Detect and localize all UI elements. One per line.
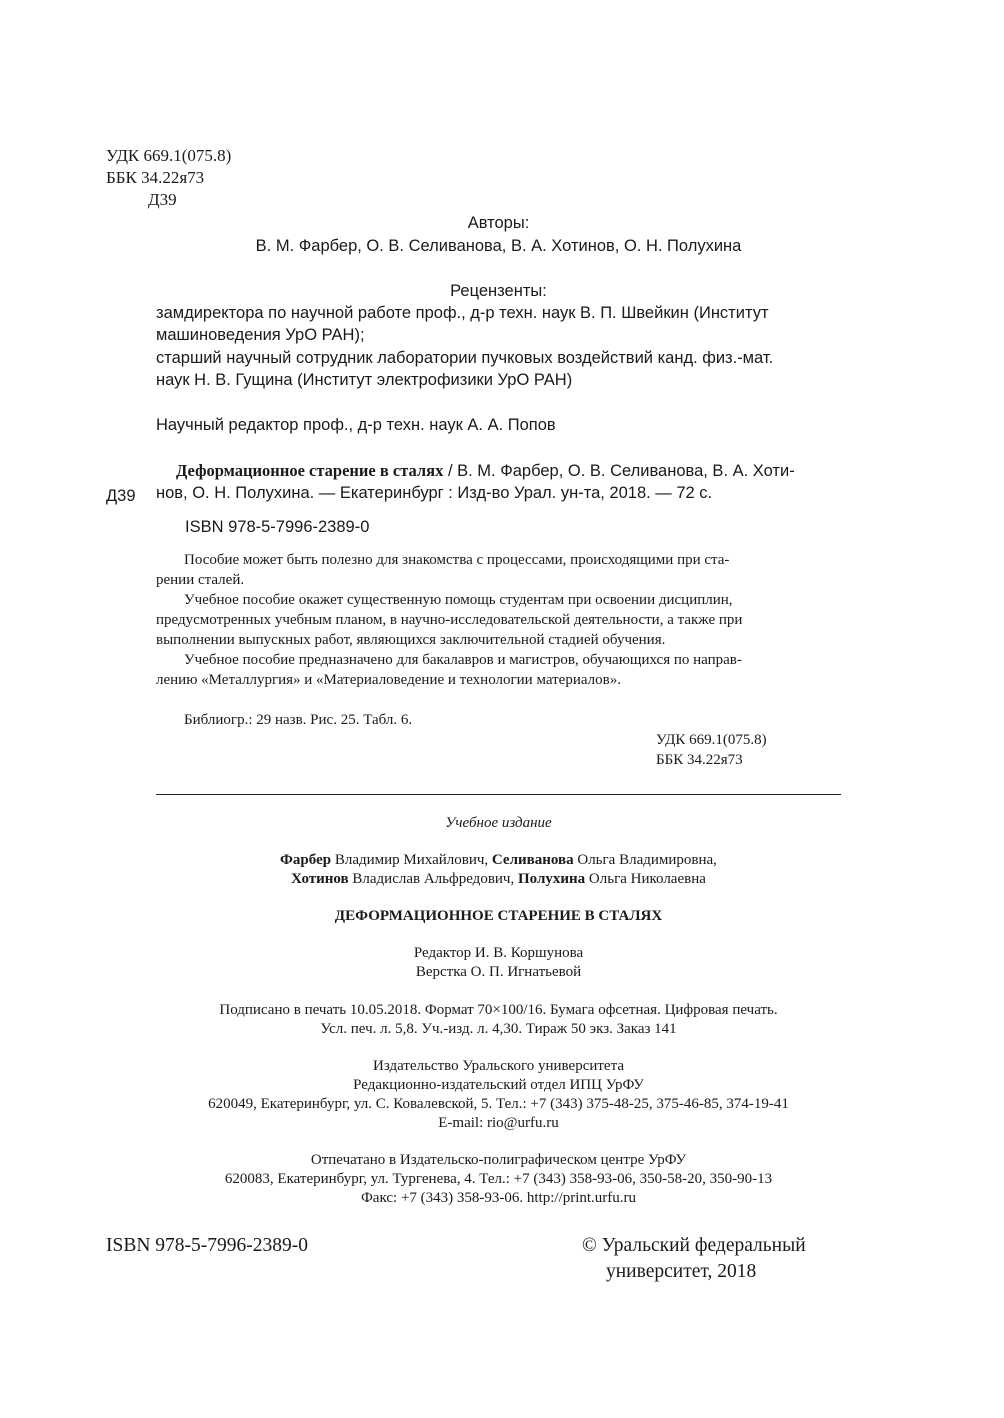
imprint-layout: Верстка О. П. Игнатьевой <box>415 964 582 980</box>
abstract-p2-line3: выполнении выпускных работ, являющихся заключительной стадией обучения. <box>156 632 666 648</box>
author-4-name: Ольга Николаевна <box>585 871 706 887</box>
publisher-dept: Редакционно-издательский отдел ИПЦ УрФУ <box>353 1077 644 1093</box>
divider <box>156 794 841 795</box>
bib-isbn: ISBN 978-5-7996-2389-0 <box>185 518 370 536</box>
printer-fax-url: Факс: +7 (343) 358-93-06. http://print.urfu.ru <box>360 1190 637 1206</box>
copyright-line1: © Уральский федеральный <box>582 1235 806 1256</box>
bbk-code: ББК 34.22я73 <box>106 168 205 187</box>
footer-isbn: ISBN 978-5-7996-2389-0 <box>106 1235 309 1256</box>
author-3-surname: Хотинов <box>291 871 349 887</box>
bib-margin-code: Д39 <box>106 487 136 505</box>
bibliography-stats: Библиогр.: 29 назв. Рис. 25. Табл. 6. <box>184 712 413 728</box>
udk-code: УДК 669.1(075.8) <box>106 146 232 165</box>
publisher-email: E-mail: rio@urfu.ru <box>438 1115 559 1131</box>
bib-record-line2: нов, О. Н. Полухина. — Екатеринбург : Изд-во Урал. ун-та, 2018. — 72 с. <box>156 484 713 502</box>
abstract-p2-line1: Учебное пособие окажет существенную помощь студентам при освоении дисциплин, <box>184 592 733 608</box>
authors-names: В. М. Фарбер, О. В. Селиванова, В. А. Хотинов, О. Н. Полухина <box>255 237 742 255</box>
bib-line1-rest: / В. М. Фарбер, О. В. Селиванова, В. А. Хоти- <box>443 462 795 480</box>
imprint-authors-line2 <box>156 869 841 889</box>
printer-name: Отпечатано в Издательско-полиграфическом центре УрФУ <box>310 1152 687 1168</box>
udk-code-bottom: УДК 669.1(075.8) <box>656 732 767 748</box>
reviewer-2-line2: наук Н. В. Гущина (Институт электрофизики УрО РАН) <box>156 371 573 389</box>
abstract-p1-line2: рении сталей. <box>156 572 245 588</box>
author-4-surname: Полухина <box>517 871 586 887</box>
abstract-p3-line2: лению «Металлургия» и «Материаловедение и технологии материалов». <box>156 672 621 688</box>
copyright-line2: университет, 2018 <box>606 1261 757 1282</box>
authors-label: Авторы: <box>467 214 530 232</box>
edition-type: Учебное издание <box>445 815 552 831</box>
printer-address: 620083, Екатеринбург, ул. Тургенева, 4. Тел.: +7 (343) 358-93-06, 350-58-20, 350-90-13 <box>224 1171 773 1187</box>
imprint-authors-line1 <box>156 850 841 870</box>
scientific-editor: Научный редактор проф., д-р техн. наук А. А. Попов <box>156 416 556 434</box>
author-1-name: Владимир Михайлович, <box>331 852 492 868</box>
abstract-p3-line1: Учебное пособие предназначено для бакалавров и магистров, обучающихся по направ- <box>184 652 742 668</box>
bbk-code-bottom: ББК 34.22я73 <box>656 752 743 768</box>
imprint-editor: Редактор И. В. Коршунова <box>413 945 584 961</box>
bib-title: Деформационное старение в сталях <box>176 461 444 480</box>
author-1-surname: Фарбер <box>280 852 332 868</box>
author-2-name: Ольга Владимировна, <box>573 852 717 868</box>
reviewer-2-line1: старший научный сотрудник лаборатории пучковых воздействий канд. физ.-мат. <box>156 349 774 367</box>
reviewer-1-line1: замдиректора по научной работе проф., д-р техн. наук В. П. Швейкин (Институт <box>156 304 769 322</box>
publisher-name: Издательство Уральского университета <box>372 1058 624 1074</box>
abstract-p2-line2: предусмотренных учебным планом, в научно-исследовательской деятельности, а также при <box>156 612 743 628</box>
bib-record-line1 <box>176 460 795 482</box>
reviewer-1-line2: машиноведения УрО РАН); <box>156 326 365 344</box>
print-details-line1: Подписано в печать 10.05.2018. Формат 70×100/16. Бумага офсетная. Цифровая печать. <box>219 1002 778 1018</box>
publisher-address: 620049, Екатеринбург, ул. С. Ковалевской, 5. Тел.: +7 (343) 375-48-25, 375-46-85, 374-19-41 <box>208 1096 789 1112</box>
author-3-name: Владислав Альфредович, <box>348 871 518 887</box>
print-details-line2: Усл. печ. л. 5,8. Уч.-изд. л. 4,30. Тираж 50 экз. Заказ 141 <box>320 1021 677 1037</box>
imprint-title: ДЕФОРМАЦИОННОЕ СТАРЕНИЕ В СТАЛЯХ <box>334 908 663 924</box>
author-2-surname: Селиванова <box>491 852 574 868</box>
reviewers-label: Рецензенты: <box>450 282 547 300</box>
author-mark: Д39 <box>148 190 177 209</box>
abstract-p1-line1: Пособие может быть полезно для знакомства с процессами, происходящими при ста- <box>184 552 730 568</box>
